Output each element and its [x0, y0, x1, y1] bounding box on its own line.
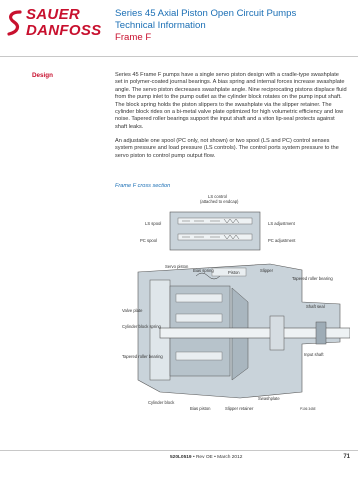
paragraph-control: An adjustable one spool (PC only, not shown) or two spool (LS and PC) control senses system pressure and load pressure (LS controls). The control ports system pressure to the servo piston to control pump output flow.	[115, 138, 339, 159]
label-pc-adjustment: PC adjustment	[268, 238, 296, 243]
footer-doc-number: 520L0519	[170, 455, 192, 460]
label-ls-control-note: (attached to endcap)	[200, 199, 239, 204]
label-shaft-seal: Shaft seal	[306, 304, 325, 309]
label-piston: Piston	[228, 270, 240, 275]
figure-title: Frame F cross section	[115, 183, 171, 189]
header-divider	[0, 56, 358, 57]
logo-text-line1: SAUER	[26, 6, 81, 23]
label-slipper-retainer: Slipper retainer	[225, 406, 254, 411]
label-ls-spool: LS spool	[145, 221, 162, 226]
label-tapered-bearing-top: Tapered roller bearing	[292, 276, 333, 281]
section-label: Design	[32, 72, 53, 79]
label-cylinder-block-spring: Cylinder block spring	[122, 324, 161, 329]
label-swashplate: Swashplate	[258, 396, 280, 401]
footer-doc-info	[170, 455, 242, 460]
label-cylinder-block: Cylinder block	[148, 400, 175, 405]
label-servo-piston: Servo piston	[165, 264, 189, 269]
label-slipper: Slipper	[260, 268, 274, 273]
paragraph-design: Series 45 Frame F pumps have a single servo piston design with a cradle-type swashplate set in polymer-coated journal bearings. A bias spring and internal forces increase swashplate angle. The servo piston decreases swashplate angle. Nine reciprocating pistons displace fluid from the pump inlet to the pump outlet as the cylinder block rotates on the pump input shaft. The block spring holds the piston slippers to the swashplate via the slipper retainer. The cylinder block rides on a bi-metal valve plate optimized for high volumetric efficiency and low noise. Tapered roller bearings support the input shaft and a viton lip-seal protects against shaft leaks.	[115, 72, 347, 130]
cross-section-figure	[120, 192, 350, 424]
footer-revision: • Rev OE • March 2012	[191, 455, 243, 460]
footer-divider	[0, 450, 358, 451]
label-ls-control: LS control	[208, 194, 227, 199]
page-header	[115, 8, 296, 44]
control-block	[170, 212, 260, 250]
label-valve-plate: Valve plate	[122, 308, 143, 313]
sauer-danfoss-logo	[6, 6, 102, 54]
label-ls-adjustment: LS adjustment	[268, 221, 295, 226]
page-number: 71	[343, 454, 350, 460]
logo-mark-icon	[6, 10, 24, 36]
label-tapered-bearing-left: Tapered roller bearing	[122, 354, 163, 359]
label-pc-spool: PC spool	[140, 238, 157, 243]
label-bias-spring-top: Bias spring	[193, 268, 214, 273]
label-bias-piston: Bias piston	[190, 406, 211, 411]
logo-text-line2: DANFOSS	[26, 22, 102, 39]
label-input-shaft: Input shaft	[304, 352, 324, 357]
pump-housing	[138, 264, 350, 398]
header-section: Frame F	[115, 32, 152, 43]
header-title: Series 45 Axial Piston Open Circuit Pumps	[115, 8, 297, 19]
label-fig-code: P106 345E	[300, 407, 316, 411]
header-subtitle: Technical Information	[115, 20, 206, 31]
